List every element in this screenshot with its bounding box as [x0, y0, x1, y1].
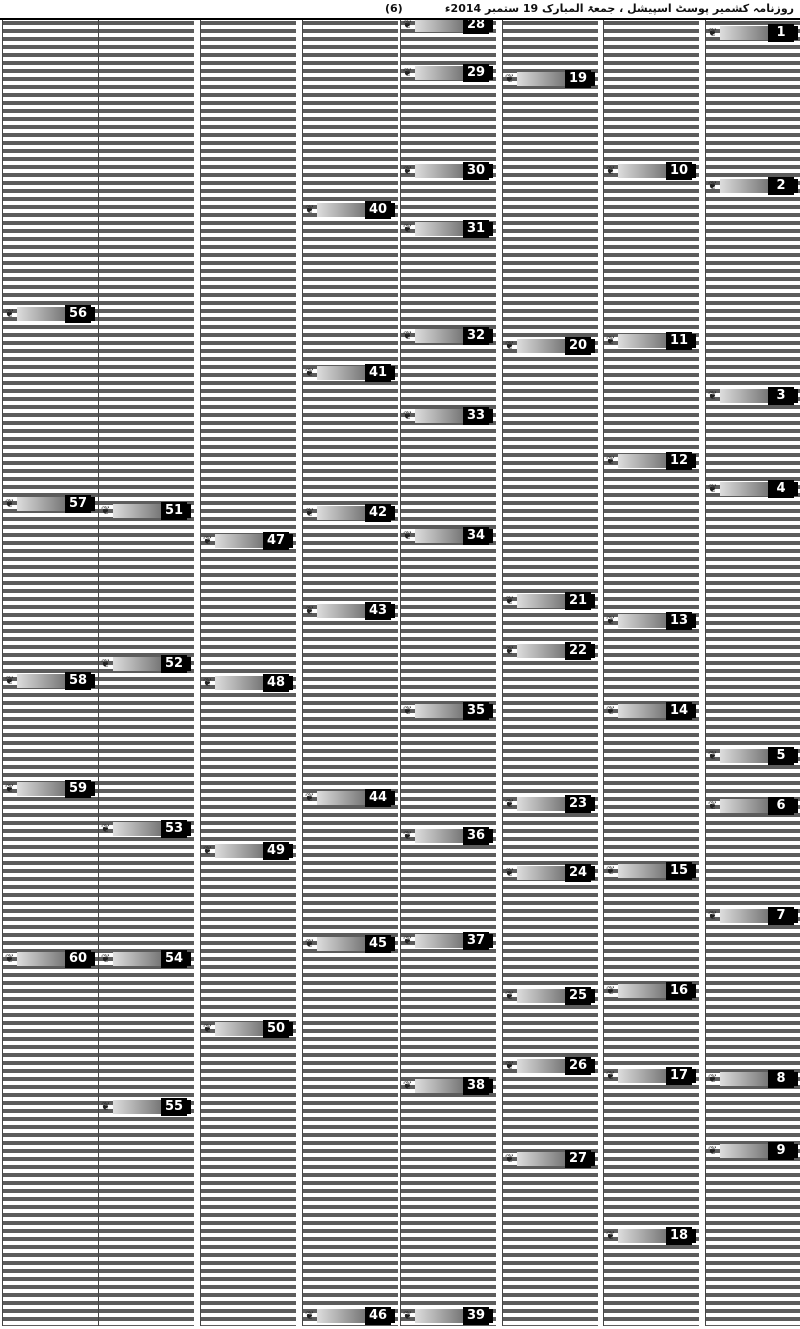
- item-number: 32: [463, 327, 489, 345]
- item-number: 49: [263, 842, 289, 860]
- item-number-marker: [3, 670, 97, 692]
- item-number: 55: [161, 1098, 187, 1116]
- item-number: 2: [768, 177, 794, 195]
- item-number-marker: [3, 303, 97, 325]
- item-number: 5: [768, 747, 794, 765]
- item-number-marker: [303, 600, 397, 622]
- leaf-ornament-icon: ❦: [505, 797, 515, 810]
- item-number-marker: [401, 20, 495, 36]
- item-number-marker: [201, 840, 295, 862]
- item-number: 57: [65, 495, 91, 513]
- leaf-ornament-icon: ❦: [305, 366, 315, 379]
- item-number: 23: [565, 795, 591, 813]
- item-number-marker: [604, 1225, 698, 1247]
- item-number-marker: [503, 793, 597, 815]
- masthead-date: روزنامہ کشمیر پوسٹ اسپیشل ، جمعۃ المبارک 19 ستمبر 2014ء: [444, 2, 794, 15]
- item-number: 58: [65, 672, 91, 690]
- item-number-marker: [99, 653, 193, 675]
- leaf-ornament-icon: ❦: [708, 1072, 718, 1085]
- item-number: 40: [365, 201, 391, 219]
- news-column: [502, 20, 598, 1326]
- item-number-marker: [201, 1018, 295, 1040]
- item-number: 46: [365, 1307, 391, 1325]
- news-column: [603, 20, 699, 1326]
- item-number-marker: [604, 160, 698, 182]
- news-column: [2, 20, 98, 1326]
- leaf-ornament-icon: ❦: [708, 482, 718, 495]
- item-number: 13: [666, 612, 692, 630]
- leaf-ornament-icon: ❦: [203, 844, 213, 857]
- item-number: 12: [666, 452, 692, 470]
- news-column: [200, 20, 296, 1326]
- item-number-marker: [706, 478, 800, 500]
- item-number-marker: [503, 640, 597, 662]
- leaf-ornament-icon: ❦: [305, 1309, 315, 1322]
- item-number: 14: [666, 702, 692, 720]
- item-number: 22: [565, 642, 591, 660]
- leaf-ornament-icon: ❦: [403, 529, 413, 542]
- item-number: 45: [365, 935, 391, 953]
- item-number: 47: [263, 532, 289, 550]
- leaf-ornament-icon: ❦: [606, 1229, 616, 1242]
- leaf-ornament-icon: ❦: [305, 937, 315, 950]
- news-column: [705, 20, 800, 1326]
- leaf-ornament-icon: ❦: [505, 1059, 515, 1072]
- item-number: 56: [65, 305, 91, 323]
- item-number: 43: [365, 602, 391, 620]
- item-number-marker: [303, 502, 397, 524]
- leaf-ornament-icon: ❦: [403, 829, 413, 842]
- leaf-ornament-icon: ❦: [403, 934, 413, 947]
- item-number: 30: [463, 162, 489, 180]
- item-number-marker: [503, 335, 597, 357]
- item-number-marker: [706, 745, 800, 767]
- leaf-ornament-icon: ❦: [505, 989, 515, 1002]
- item-number: 11: [666, 332, 692, 350]
- item-number: 60: [65, 950, 91, 968]
- leaf-ornament-icon: ❦: [708, 26, 718, 39]
- leaf-ornament-icon: ❦: [505, 594, 515, 607]
- item-number-marker: [401, 160, 495, 182]
- leaf-ornament-icon: ❦: [305, 203, 315, 216]
- item-number-marker: [401, 62, 495, 84]
- leaf-ornament-icon: ❦: [708, 389, 718, 402]
- leaf-ornament-icon: ❦: [203, 676, 213, 689]
- item-number: 24: [565, 864, 591, 882]
- article-text-block: [706, 20, 800, 1326]
- item-number: 15: [666, 862, 692, 880]
- item-number-marker: [303, 787, 397, 809]
- leaf-ornament-icon: ❦: [606, 864, 616, 877]
- item-number: 42: [365, 504, 391, 522]
- item-number: 38: [463, 1077, 489, 1095]
- leaf-ornament-icon: ❦: [708, 749, 718, 762]
- item-number-marker: [604, 1065, 698, 1087]
- leaf-ornament-icon: ❦: [505, 339, 515, 352]
- page-number: (6): [385, 2, 403, 15]
- item-number: 59: [65, 780, 91, 798]
- leaf-ornament-icon: ❦: [403, 66, 413, 79]
- item-number-marker: [604, 610, 698, 632]
- item-number: 7: [768, 907, 794, 925]
- item-number: 53: [161, 820, 187, 838]
- item-number: 48: [263, 674, 289, 692]
- item-number-marker: [303, 933, 397, 955]
- leaf-ornament-icon: ❦: [101, 952, 111, 965]
- item-number: 35: [463, 702, 489, 720]
- leaf-ornament-icon: ❦: [101, 504, 111, 517]
- news-column: [98, 20, 194, 1326]
- item-number-marker: [3, 778, 97, 800]
- item-number-marker: [706, 175, 800, 197]
- leaf-ornament-icon: ❦: [101, 822, 111, 835]
- item-number-marker: [99, 1096, 193, 1118]
- item-number-marker: [706, 1068, 800, 1090]
- leaf-ornament-icon: ❦: [5, 952, 15, 965]
- item-number: 25: [565, 987, 591, 1005]
- item-number-marker: [3, 948, 97, 970]
- item-number: 34: [463, 527, 489, 545]
- leaf-ornament-icon: ❦: [5, 782, 15, 795]
- leaf-ornament-icon: ❦: [305, 791, 315, 804]
- item-number-marker: [401, 525, 495, 547]
- item-number: 9: [768, 1142, 794, 1160]
- item-number-marker: [706, 385, 800, 407]
- leaf-ornament-icon: ❦: [505, 644, 515, 657]
- news-column: [302, 20, 398, 1326]
- item-number: 26: [565, 1057, 591, 1075]
- news-column: [400, 20, 496, 1326]
- item-number: 39: [463, 1307, 489, 1325]
- item-number: 33: [463, 407, 489, 425]
- leaf-ornament-icon: ❦: [606, 164, 616, 177]
- article-text-block: [503, 20, 598, 1326]
- leaf-ornament-icon: ❦: [203, 534, 213, 547]
- item-number-marker: [201, 530, 295, 552]
- item-number: 8: [768, 1070, 794, 1088]
- leaf-ornament-icon: ❦: [403, 164, 413, 177]
- item-number-marker: [401, 930, 495, 952]
- leaf-ornament-icon: ❦: [606, 614, 616, 627]
- item-number-marker: [401, 405, 495, 427]
- leaf-ornament-icon: ❦: [708, 909, 718, 922]
- item-number-marker: [503, 985, 597, 1007]
- leaf-ornament-icon: ❦: [606, 334, 616, 347]
- item-number: 1: [768, 24, 794, 42]
- item-number-marker: [99, 948, 193, 970]
- leaf-ornament-icon: ❦: [403, 1079, 413, 1092]
- item-number: 36: [463, 827, 489, 845]
- leaf-ornament-icon: ❦: [305, 604, 315, 617]
- leaf-ornament-icon: ❦: [101, 1100, 111, 1113]
- item-number: 18: [666, 1227, 692, 1245]
- item-number: 19: [565, 70, 591, 88]
- article-text-block: [604, 20, 699, 1326]
- item-number-marker: [401, 700, 495, 722]
- item-number: 52: [161, 655, 187, 673]
- item-number: 51: [161, 502, 187, 520]
- article-text-block: [401, 20, 496, 1326]
- leaf-ornament-icon: ❦: [305, 506, 315, 519]
- leaf-ornament-icon: ❦: [5, 497, 15, 510]
- item-number-marker: [503, 590, 597, 612]
- leaf-ornament-icon: ❦: [5, 307, 15, 320]
- leaf-ornament-icon: ❦: [101, 657, 111, 670]
- item-number-marker: [201, 672, 295, 694]
- item-number-marker: [706, 795, 800, 817]
- item-number: 4: [768, 480, 794, 498]
- item-number: 20: [565, 337, 591, 355]
- leaf-ornament-icon: ❦: [403, 222, 413, 235]
- item-number-marker: [401, 825, 495, 847]
- item-number-marker: [401, 218, 495, 240]
- item-number: 28: [463, 20, 489, 34]
- item-number: 27: [565, 1150, 591, 1168]
- item-number-marker: [401, 1305, 495, 1326]
- item-number: 17: [666, 1067, 692, 1085]
- leaf-ornament-icon: ❦: [708, 179, 718, 192]
- leaf-ornament-icon: ❦: [708, 799, 718, 812]
- item-number-marker: [303, 1305, 397, 1326]
- item-number: 50: [263, 1020, 289, 1038]
- leaf-ornament-icon: ❦: [708, 1144, 718, 1157]
- item-number-marker: [604, 860, 698, 882]
- leaf-ornament-icon: ❦: [606, 704, 616, 717]
- item-number-marker: [604, 700, 698, 722]
- item-number-marker: [706, 1140, 800, 1162]
- leaf-ornament-icon: ❦: [505, 866, 515, 879]
- item-number: 16: [666, 982, 692, 1000]
- item-number-marker: [706, 905, 800, 927]
- leaf-ornament-icon: ❦: [606, 984, 616, 997]
- item-number-marker: [604, 330, 698, 352]
- item-number-marker: [503, 1148, 597, 1170]
- item-number: 10: [666, 162, 692, 180]
- item-number-marker: [401, 325, 495, 347]
- page-header: [0, 0, 800, 20]
- item-number: 3: [768, 387, 794, 405]
- leaf-ornament-icon: ❦: [403, 1309, 413, 1322]
- item-number-marker: [3, 493, 97, 515]
- item-number: 29: [463, 64, 489, 82]
- leaf-ornament-icon: ❦: [606, 454, 616, 467]
- item-number-marker: [99, 500, 193, 522]
- leaf-ornament-icon: ❦: [606, 1069, 616, 1082]
- item-number-marker: [503, 1055, 597, 1077]
- leaf-ornament-icon: ❦: [403, 704, 413, 717]
- item-number: 6: [768, 797, 794, 815]
- item-number: 37: [463, 932, 489, 950]
- leaf-ornament-icon: ❦: [203, 1022, 213, 1035]
- leaf-ornament-icon: ❦: [403, 409, 413, 422]
- item-number: 54: [161, 950, 187, 968]
- item-number-marker: [604, 980, 698, 1002]
- item-number-marker: [503, 68, 597, 90]
- item-number-marker: [706, 22, 800, 44]
- item-number-marker: [503, 862, 597, 884]
- item-number-marker: [303, 362, 397, 384]
- leaf-ornament-icon: ❦: [5, 674, 15, 687]
- item-number: 31: [463, 220, 489, 238]
- item-number-marker: [604, 450, 698, 472]
- item-number: 41: [365, 364, 391, 382]
- leaf-ornament-icon: ❦: [403, 329, 413, 342]
- item-number-marker: [99, 818, 193, 840]
- item-number: 44: [365, 789, 391, 807]
- leaf-ornament-icon: ❦: [403, 20, 413, 31]
- item-number-marker: [303, 199, 397, 221]
- item-number-marker: [401, 1075, 495, 1097]
- leaf-ornament-icon: ❦: [505, 72, 515, 85]
- leaf-ornament-icon: ❦: [505, 1152, 515, 1165]
- item-number: 21: [565, 592, 591, 610]
